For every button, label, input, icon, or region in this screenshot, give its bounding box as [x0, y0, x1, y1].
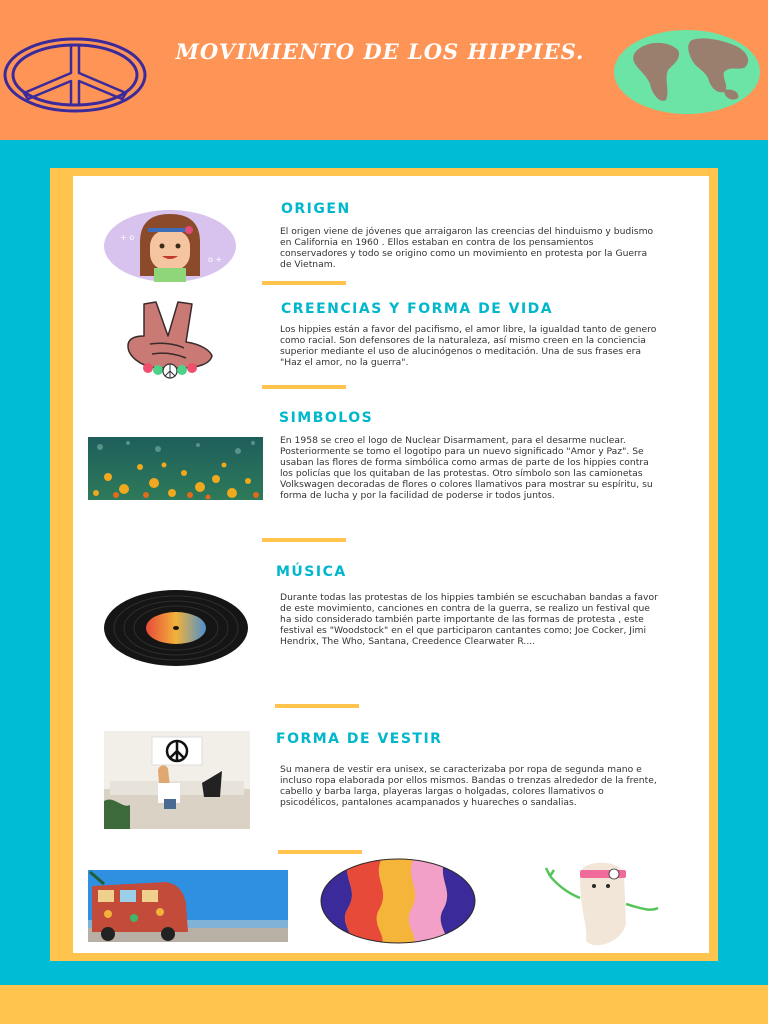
- hippie-character: [540, 854, 660, 954]
- svg-text:o +: o +: [208, 255, 223, 264]
- section-text-vestir: Su manera de vestir era unisex, se caracterizaba por ropa de segunda mano e incluso ropa elaborada por ellos mismos. Bandas o trenzas alrededor de la frente, cabello y barba larga, playeras largas o holgadas, colores llamativos o psicodélicos, pantalones acampanados y huareches o sandalias.: [280, 764, 657, 808]
- section-heading-vestir: FORMA DE VESTIR: [276, 731, 443, 747]
- psychedelic-circle: [320, 858, 476, 944]
- content-panel: [73, 176, 709, 953]
- footer-band: [0, 985, 768, 1024]
- section-heading-creencias: CREENCIAS Y FORMA DE VIDA: [281, 301, 554, 317]
- section-text-creencias: Los hippies están a favor del pacifismo, el amor libre, la igualdad tanto de genero como racial. Son defensores de la naturaleza, así mismo creen en la conciencia superior mediante el uso de alucinógenos o meditación. Una de sus frases era "Haz el amor, no la guerra".: [280, 324, 657, 368]
- section-divider: [262, 385, 346, 389]
- section-heading-origen: ORIGEN: [281, 201, 351, 217]
- section-text-origen: El origen viene de jóvenes que arraigaron las creencias del hinduismo y budismo en California en 1960 . Ellos estaban en contra de los pensamientos conservadores y todo se origino como un movimiento en protesta por la Guerra de Vietnam.: [280, 226, 654, 270]
- section-divider: [278, 850, 362, 854]
- peace-sign-icon: [2, 36, 148, 114]
- hippie-girl-avatar: [104, 210, 236, 282]
- vinyl-record: [104, 590, 248, 666]
- section-heading-simbolos: SIMBOLOS: [279, 410, 374, 426]
- section-divider: [262, 538, 346, 542]
- hippie-room-photo: [104, 731, 250, 829]
- section-text-simbolos: En 1958 se creo el logo de Nuclear Disarmament, para el desarme nuclear. Posteriormente se tomo el logotipo para un nuevo significado "Amor y Paz". Se usaban las flores de forma simbólica como armas de parte de los hippies contra los policías que los quitaban de las protestas. Otro símbolo son las camionetas Volkswagen decoradas de flores o colores llamativos para mostrar su espíritu, su forma de lucha y por la facilidad de poderse ir todos juntos.: [280, 435, 653, 501]
- globe-icon: [612, 28, 762, 116]
- section-heading-musica: MÚSICA: [276, 564, 347, 580]
- vw-van-photo: [88, 870, 288, 942]
- flower-field-photo: [88, 437, 263, 500]
- svg-text:+ o: + o: [120, 233, 135, 242]
- page-title: MOVIMIENTO DE LOS HIPPIES.: [175, 39, 585, 64]
- section-divider: [262, 281, 346, 285]
- section-divider: [275, 704, 359, 708]
- peace-hand-sign: [120, 298, 220, 380]
- section-text-musica: Durante todas las protestas de los hippies también se escuchaban bandas a favor de este movimiento, canciones en contra de la guerra, se realizo un festival que ha sido considerado también parte importante de las formas de protesta , este festival es "Woodstock" en el que participaron cantantes como; Joe Cocker, Jimi Hendrix, The Who, Santana, Creedence Clearwater R....: [280, 592, 658, 647]
